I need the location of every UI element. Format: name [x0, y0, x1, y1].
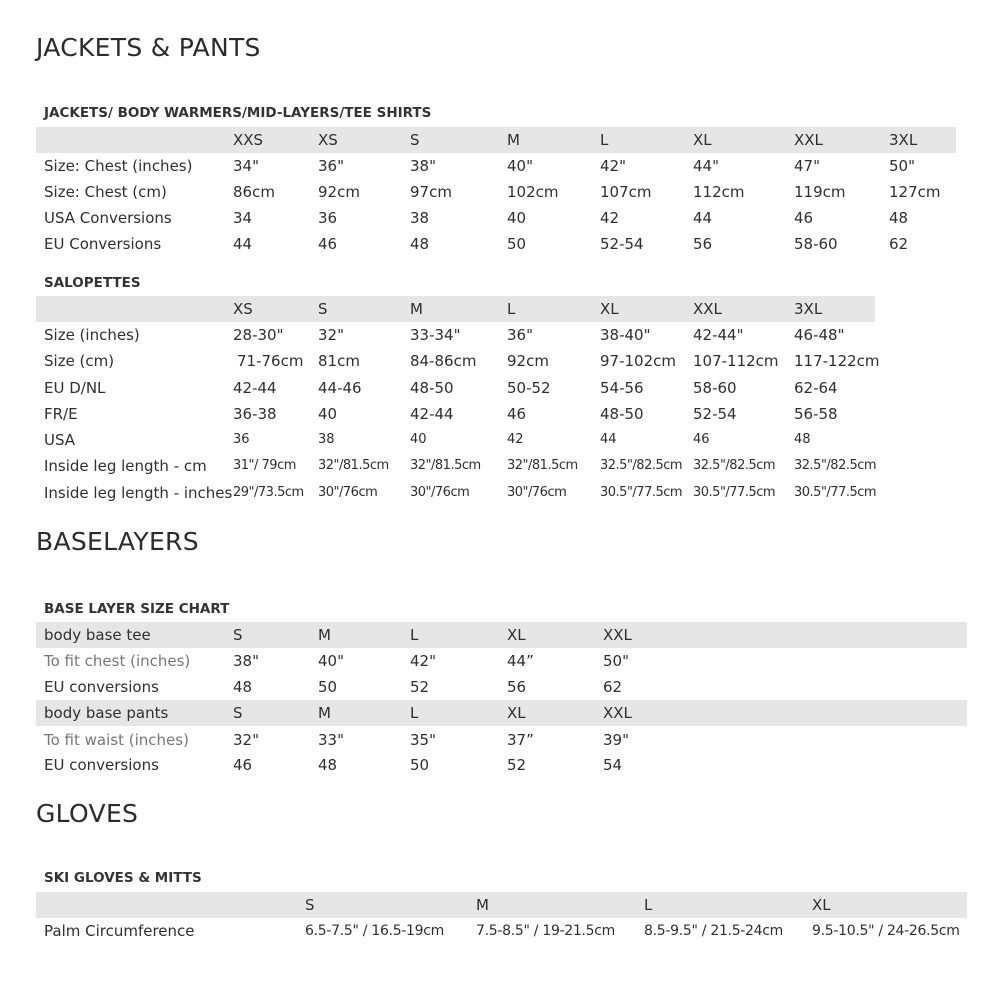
cell: 38 [318, 432, 335, 447]
cell: 7.5-8.5" / 19-21.5cm [476, 923, 616, 939]
cell: S [233, 626, 243, 644]
cell: 34" [233, 157, 259, 175]
row-label: Inside leg length - inches [44, 484, 233, 502]
row-label: Inside leg length - cm [44, 457, 207, 475]
cell: 32"/81.5cm [507, 458, 578, 473]
cell: 36-38 [233, 405, 277, 423]
cell: 119cm [794, 183, 846, 201]
table-row [0, 401, 1000, 427]
cell: 50" [889, 157, 915, 175]
cell: 9.5-10.5" / 24-26.5cm [812, 923, 960, 939]
cell: 8.5-9.5" / 21.5-24cm [644, 923, 784, 939]
size-header: XS [233, 300, 253, 318]
cell: 33" [318, 731, 344, 749]
table-row [0, 918, 1000, 944]
table-title-baselayers: BASE LAYER SIZE CHART [44, 601, 230, 617]
cell: 42 [507, 432, 524, 447]
cell: 40 [507, 209, 527, 227]
cell: 32"/81.5cm [410, 458, 481, 473]
cell: 58-60 [693, 379, 737, 397]
cell: 48 [233, 678, 253, 696]
cell: M [318, 704, 331, 722]
cell: 56-58 [794, 405, 838, 423]
row-label: USA Conversions [44, 209, 172, 227]
cell: 107-112cm [693, 352, 779, 370]
cell: 48 [889, 209, 909, 227]
cell: 97-102cm [600, 352, 676, 370]
cell: 40" [318, 652, 344, 670]
size-header: M [507, 131, 520, 149]
cell: 34 [233, 209, 253, 227]
table-row [0, 700, 1000, 726]
cell: 32" [233, 731, 259, 749]
cell: 36" [507, 326, 533, 344]
cell: M [318, 626, 331, 644]
cell: 46 [318, 235, 338, 253]
row-label: FR/E [44, 405, 78, 423]
cell: 32.5"/82.5cm [794, 458, 877, 473]
cell: 30"/76cm [410, 485, 470, 500]
gloves-header-row [0, 892, 1000, 918]
size-header: M [410, 300, 423, 318]
cell: 35" [410, 731, 436, 749]
cell: 29"/73.5cm [233, 485, 304, 500]
cell: 56 [507, 678, 527, 696]
table-row [0, 648, 1000, 674]
cell: 36 [233, 432, 250, 447]
cell: 30"/76cm [318, 485, 378, 500]
cell: 38" [233, 652, 259, 670]
cell: L [410, 626, 419, 644]
cell: 6.5-7.5" / 16.5-19cm [305, 923, 445, 939]
cell: 52-54 [600, 235, 644, 253]
row-label: body base pants [44, 704, 169, 722]
table-row [0, 674, 1000, 700]
size-header: XL [600, 300, 619, 318]
cell: 31"/ 79cm [233, 458, 296, 473]
cell: XL [507, 704, 526, 722]
row-label: To fit chest (inches) [44, 652, 191, 670]
table-row [0, 622, 1000, 648]
table-row [0, 322, 1000, 348]
cell: 50-52 [507, 379, 551, 397]
cell: 44" [693, 157, 719, 175]
row-label: To fit waist (inches) [44, 731, 189, 749]
cell: 62 [889, 235, 909, 253]
size-header: S [305, 896, 315, 914]
cell: 84-86cm [410, 352, 477, 370]
cell: 32"/81.5cm [318, 458, 389, 473]
cell: 36" [318, 157, 344, 175]
size-header: XS [318, 131, 338, 149]
cell: 28-30" [233, 326, 284, 344]
cell: 50 [410, 756, 430, 774]
size-header: M [476, 896, 489, 914]
cell: 42" [600, 157, 626, 175]
cell: 86cm [233, 183, 275, 201]
table-title-gloves: SKI GLOVES & MITTS [44, 870, 202, 886]
cell: 52 [507, 756, 527, 774]
section-heading-jackets-pants: JACKETS & PANTS [36, 33, 261, 62]
table-row [0, 348, 1000, 374]
cell: 30"/76cm [507, 485, 567, 500]
cell: 56 [693, 235, 713, 253]
cell: 81cm [318, 352, 360, 370]
cell: 127cm [889, 183, 941, 201]
cell: 97cm [410, 183, 452, 201]
cell: 50" [603, 652, 629, 670]
cell: 50 [507, 235, 527, 253]
size-header: L [507, 300, 516, 318]
size-header: XXL [794, 131, 823, 149]
row-label: EU conversions [44, 756, 159, 774]
cell: 44 [600, 432, 617, 447]
cell: 92cm [507, 352, 549, 370]
row-label: Size: Chest (inches) [44, 157, 193, 175]
cell: S [233, 704, 243, 722]
table-row [0, 453, 1000, 479]
cell: 32.5"/82.5cm [600, 458, 683, 473]
size-header: XXL [693, 300, 722, 318]
cell: 46 [693, 432, 710, 447]
cell: 48 [318, 756, 338, 774]
size-header: XL [812, 896, 831, 914]
row-label: EU conversions [44, 678, 159, 696]
cell: 92cm [318, 183, 360, 201]
cell: 71-76cm [237, 352, 304, 370]
row-label: Size (cm) [44, 352, 115, 370]
cell: L [410, 704, 419, 722]
cell: 33-34" [410, 326, 461, 344]
row-label: Palm Circumference [44, 922, 195, 940]
cell: 46 [233, 756, 253, 774]
row-label: USA [44, 431, 76, 449]
cell: XL [507, 626, 526, 644]
table-row [0, 375, 1000, 401]
cell: 48-50 [410, 379, 454, 397]
cell: 54 [603, 756, 623, 774]
cell: 42-44 [233, 379, 277, 397]
cell: 42-44" [693, 326, 744, 344]
cell: 37” [507, 731, 534, 749]
cell: 40 [318, 405, 338, 423]
cell: 46-48" [794, 326, 845, 344]
salopettes-header-row [0, 296, 1000, 322]
cell: 30.5"/77.5cm [794, 485, 877, 500]
cell: 40 [410, 432, 427, 447]
cell: 30.5"/77.5cm [693, 485, 776, 500]
cell: 50 [318, 678, 338, 696]
cell: 54-56 [600, 379, 644, 397]
size-header: L [644, 896, 653, 914]
table-title-salopettes: SALOPETTES [44, 275, 141, 291]
size-header: S [318, 300, 328, 318]
cell: 44 [233, 235, 253, 253]
section-heading-gloves: GLOVES [36, 799, 139, 828]
cell: 42-44 [410, 405, 454, 423]
cell: 42 [600, 209, 620, 227]
size-header: L [600, 131, 609, 149]
cell: XXL [603, 626, 632, 644]
cell: 40" [507, 157, 533, 175]
cell: 102cm [507, 183, 559, 201]
cell: 58-60 [794, 235, 838, 253]
cell: 32.5"/82.5cm [693, 458, 776, 473]
table-row [0, 727, 1000, 753]
cell: 117-122cm [794, 352, 880, 370]
cell: 38" [410, 157, 436, 175]
cell: 52 [410, 678, 430, 696]
cell: 52-54 [693, 405, 737, 423]
table-row [0, 752, 1000, 778]
size-header: S [410, 131, 420, 149]
cell: 32" [318, 326, 344, 344]
row-label: Size: Chest (cm) [44, 183, 167, 201]
size-header: 3XL [889, 131, 918, 149]
table-row [0, 153, 1000, 179]
size-header: XL [693, 131, 712, 149]
jackets-header-row [0, 127, 1000, 153]
section-heading-baselayers: BASELAYERS [36, 527, 199, 556]
table-title-jackets: JACKETS/ BODY WARMERS/MID-LAYERS/TEE SHIRTS [44, 105, 432, 121]
cell: 62-64 [794, 379, 838, 397]
cell: 30.5"/77.5cm [600, 485, 683, 500]
cell: 46 [794, 209, 814, 227]
cell: 44” [507, 652, 534, 670]
size-header: XXS [233, 131, 264, 149]
table-row [0, 480, 1000, 506]
cell: 38 [410, 209, 430, 227]
cell: 112cm [693, 183, 745, 201]
table-row [0, 205, 1000, 231]
row-label: Size (inches) [44, 326, 140, 344]
table-row [0, 231, 1000, 257]
cell: 44 [693, 209, 713, 227]
cell: 48 [794, 432, 811, 447]
row-label: EU D/NL [44, 379, 106, 397]
cell: 38-40" [600, 326, 651, 344]
cell: 39" [603, 731, 629, 749]
cell: 42" [410, 652, 436, 670]
cell: 44-46 [318, 379, 362, 397]
cell: 36 [318, 209, 338, 227]
size-header: 3XL [794, 300, 823, 318]
table-row [0, 179, 1000, 205]
table-row [0, 427, 1000, 453]
row-label: body base tee [44, 626, 151, 644]
cell: 46 [507, 405, 527, 423]
cell: 47" [794, 157, 820, 175]
cell: 62 [603, 678, 623, 696]
cell: 48 [410, 235, 430, 253]
row-label: EU Conversions [44, 235, 162, 253]
cell: 107cm [600, 183, 652, 201]
cell: 48-50 [600, 405, 644, 423]
cell: XXL [603, 704, 632, 722]
